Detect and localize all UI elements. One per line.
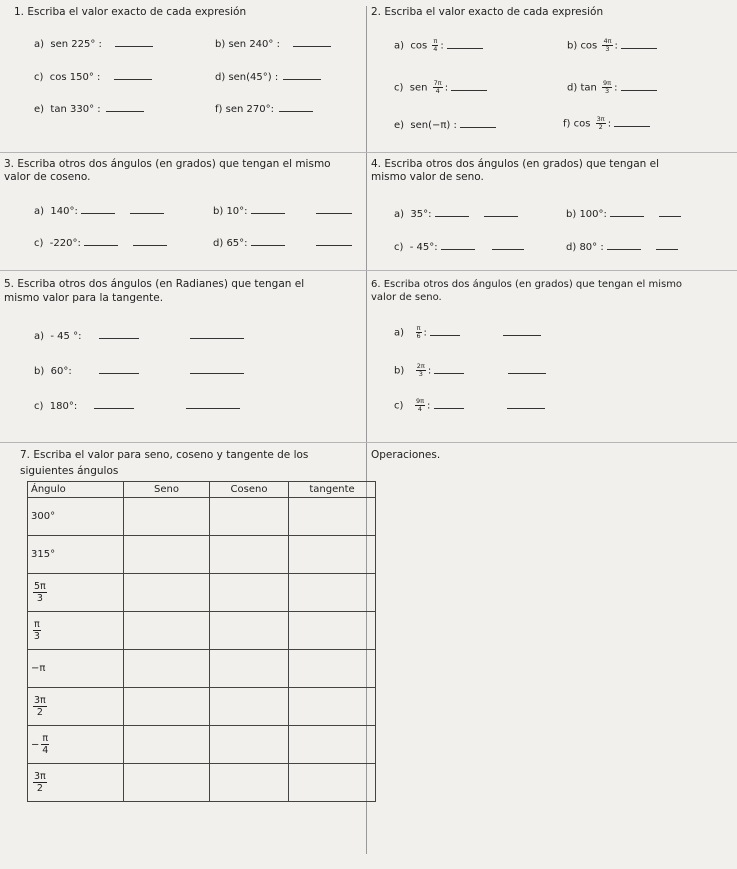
- s1-item-c: c) cos 150° :: [34, 72, 152, 83]
- s6-item-a: a) $\frac{\pi}{6}$ :: [394, 325, 541, 340]
- answer-blank[interactable]: [484, 215, 518, 217]
- answer-blank[interactable]: [190, 337, 244, 339]
- s2-item-b: b) cos $\frac{4\pi}{3}$ :: [567, 38, 657, 53]
- angle-cell: − $\frac{\pi}{4}$: [28, 726, 124, 764]
- answer-blank[interactable]: [81, 212, 115, 214]
- section-3-title-line-1: 3. Escriba otros dos ángulos (en grados) que tengan el mismo: [4, 158, 331, 170]
- seno-cell[interactable]: [124, 498, 210, 536]
- section-1-title: 1. Escriba el valor exacto de cada expresión: [14, 6, 247, 18]
- section-4-title-line-2: mismo valor de seno.: [371, 171, 484, 183]
- s4-item-b: b) 100°:: [566, 209, 681, 220]
- fraction: $\frac{7\pi}{4}$: [433, 79, 442, 95]
- coseno-cell[interactable]: [210, 498, 289, 536]
- angle-cell: 300°: [28, 498, 124, 536]
- s4-item-a: a) 35°:: [394, 209, 518, 220]
- s4-item-d: d) 80° :: [566, 242, 678, 253]
- answer-blank[interactable]: [621, 89, 657, 91]
- section-3-title-line-2: valor de coseno.: [4, 171, 91, 183]
- table-row: [28, 688, 376, 726]
- answer-blank[interactable]: [614, 125, 650, 127]
- s1-item-e: e) tan 330° :: [34, 104, 144, 115]
- section-4-title-line-1: 4. Escriba otros dos ángulos (en grados) que tengan el: [371, 158, 659, 170]
- section-5-title-line-2: mismo valor para la tangente.: [4, 292, 164, 304]
- coseno-cell[interactable]: [210, 536, 289, 574]
- seno-cell[interactable]: [124, 688, 210, 726]
- tangente-cell[interactable]: [289, 650, 376, 688]
- table-row: [28, 726, 376, 764]
- answer-blank[interactable]: [316, 212, 352, 214]
- answer-blank[interactable]: [106, 110, 144, 112]
- fraction: $\frac{2\pi}{3}$: [416, 362, 425, 378]
- s6-item-c: c) $\frac{9\pi}{4}$ :: [394, 398, 545, 413]
- answer-blank[interactable]: [434, 372, 464, 374]
- tangente-cell[interactable]: [289, 574, 376, 612]
- answer-blank[interactable]: [610, 215, 644, 217]
- section-7-title-line-1: 7. Escriba el valor para seno, coseno y tangente de los: [20, 449, 309, 461]
- seno-cell[interactable]: [124, 612, 210, 650]
- answer-blank[interactable]: [283, 78, 321, 80]
- section-6-title-line-1: 6. Escriba otros dos ángulos (en grados) que tengan el mismo: [371, 279, 683, 290]
- table-row: [28, 764, 376, 802]
- seno-cell[interactable]: [124, 574, 210, 612]
- answer-blank[interactable]: [190, 372, 244, 374]
- coseno-cell[interactable]: [210, 726, 289, 764]
- s1-item-b: b) sen 240° :: [215, 39, 331, 50]
- header-coseno: Coseno: [210, 482, 289, 498]
- answer-blank[interactable]: [447, 47, 483, 49]
- s2-item-f: f) cos $\frac{3\pi}{2}$ :: [563, 116, 650, 131]
- fraction: $\frac{5\pi}{3}$: [34, 581, 46, 604]
- seno-cell[interactable]: [124, 536, 210, 574]
- s1-item-d: d) sen(45°) :: [215, 72, 321, 83]
- s1-item-f: f) sen 270°:: [215, 104, 313, 115]
- table-row: [28, 650, 376, 688]
- fraction: $\frac{9\pi}{4}$: [415, 397, 425, 413]
- coseno-cell[interactable]: [210, 574, 289, 612]
- tangente-cell[interactable]: [289, 612, 376, 650]
- operations-title: Operaciones.: [371, 449, 441, 461]
- tangente-cell[interactable]: [289, 726, 376, 764]
- answer-blank[interactable]: [114, 78, 152, 80]
- fraction: $\frac{\pi}{3}$: [33, 619, 40, 642]
- divider-row-2: [0, 270, 737, 271]
- table-header-row: [28, 482, 376, 498]
- answer-blank[interactable]: [251, 244, 285, 246]
- angle-cell: [28, 688, 124, 726]
- answer-blank[interactable]: [115, 45, 153, 47]
- answer-blank[interactable]: [186, 407, 240, 409]
- seno-cell[interactable]: [124, 764, 210, 802]
- answer-blank[interactable]: [607, 248, 641, 250]
- seno-cell[interactable]: [124, 650, 210, 688]
- answer-blank[interactable]: [251, 212, 285, 214]
- answer-blank[interactable]: [451, 89, 487, 91]
- answer-blank[interactable]: [434, 407, 464, 409]
- s2-item-c: c) sen $\frac{7\pi}{4}$ :: [394, 80, 487, 95]
- fraction: $\frac{3\pi}{2}$: [34, 695, 46, 718]
- s1-item-a: a) sen 225° :: [34, 39, 153, 50]
- tangente-cell[interactable]: [289, 764, 376, 802]
- s5-item-c: c) 180°:: [34, 401, 240, 412]
- trig-table: [27, 481, 376, 802]
- tangente-cell[interactable]: [289, 688, 376, 726]
- s6-item-b: b) $\frac{2\pi}{3}$ :: [394, 363, 546, 378]
- answer-blank[interactable]: [293, 45, 331, 47]
- answer-blank[interactable]: [460, 126, 496, 128]
- coseno-cell[interactable]: [210, 764, 289, 802]
- fraction: $\frac{4\pi}{3}$: [603, 37, 612, 53]
- answer-blank[interactable]: [130, 212, 164, 214]
- table-row: [28, 574, 376, 612]
- s3-item-d: d) 65°:: [213, 238, 352, 249]
- divider-row-1: [0, 152, 737, 153]
- header-tangente: tangente: [289, 482, 376, 498]
- tangente-cell[interactable]: [289, 536, 376, 574]
- s5-item-b: b) 60°:: [34, 366, 244, 377]
- fraction: $\frac{\pi}{4}$: [433, 37, 438, 53]
- s3-item-b: b) 10°:: [213, 206, 352, 217]
- fraction: $\frac{3\pi}{2}$: [34, 771, 46, 794]
- answer-blank[interactable]: [621, 47, 657, 49]
- answer-blank[interactable]: [656, 248, 678, 250]
- table-row: [28, 536, 376, 574]
- angle-cell: 315°: [28, 536, 124, 574]
- angle-cell: [28, 612, 124, 650]
- answer-blank[interactable]: [430, 334, 460, 336]
- s2-item-d: d) tan $\frac{9\pi}{3}$ :: [567, 80, 657, 95]
- coseno-cell[interactable]: [210, 612, 289, 650]
- section-7-title-line-2: siguientes ángulos: [20, 465, 119, 477]
- s3-item-a: a) 140°:: [34, 206, 164, 217]
- table-row: [28, 498, 376, 536]
- coseno-cell[interactable]: [210, 650, 289, 688]
- fraction: $\frac{\pi}{6}$: [416, 324, 421, 340]
- header-seno: Seno: [124, 482, 210, 498]
- fraction: $\frac{9\pi}{3}$: [603, 79, 612, 95]
- angle-cell: [28, 574, 124, 612]
- s4-item-c: c) - 45°:: [394, 242, 524, 253]
- answer-blank[interactable]: [659, 215, 681, 217]
- fraction: $\frac{3\pi}{2}$: [596, 115, 605, 131]
- divider-row-3: [0, 442, 737, 443]
- answer-blank[interactable]: [503, 334, 541, 336]
- s2-item-e: e) sen(−π) :: [394, 120, 496, 131]
- s5-item-a: a) - 45 °:: [34, 331, 244, 342]
- answer-blank[interactable]: [99, 372, 139, 374]
- coseno-cell[interactable]: [210, 688, 289, 726]
- angle-cell: −π: [28, 650, 124, 688]
- angle-cell: [28, 764, 124, 802]
- answer-blank[interactable]: [316, 244, 352, 246]
- section-2-title: 2. Escriba el valor exacto de cada expresión: [371, 6, 604, 18]
- s3-item-c: c) -220°:: [34, 238, 167, 249]
- header-angulo: Ángulo: [28, 482, 124, 498]
- answer-blank[interactable]: [441, 248, 475, 250]
- answer-blank[interactable]: [133, 244, 167, 246]
- section-6-title-line-2: valor de seno.: [371, 292, 442, 303]
- seno-cell[interactable]: [124, 726, 210, 764]
- table-row: [28, 612, 376, 650]
- s2-item-a: a) cos $\frac{\pi}{4}$ :: [394, 38, 483, 53]
- answer-blank[interactable]: [99, 337, 139, 339]
- answer-blank[interactable]: [492, 248, 524, 250]
- answer-blank[interactable]: [94, 407, 134, 409]
- answer-blank[interactable]: [435, 215, 469, 217]
- section-5-title-line-1: 5. Escriba otros dos ángulos (en Radianes) que tengan el: [4, 278, 305, 290]
- answer-blank[interactable]: [508, 372, 546, 374]
- answer-blank[interactable]: [84, 244, 118, 246]
- answer-blank[interactable]: [507, 407, 545, 409]
- tangente-cell[interactable]: [289, 498, 376, 536]
- answer-blank[interactable]: [279, 110, 313, 112]
- fraction: $\frac{\pi}{4}$: [42, 733, 49, 756]
